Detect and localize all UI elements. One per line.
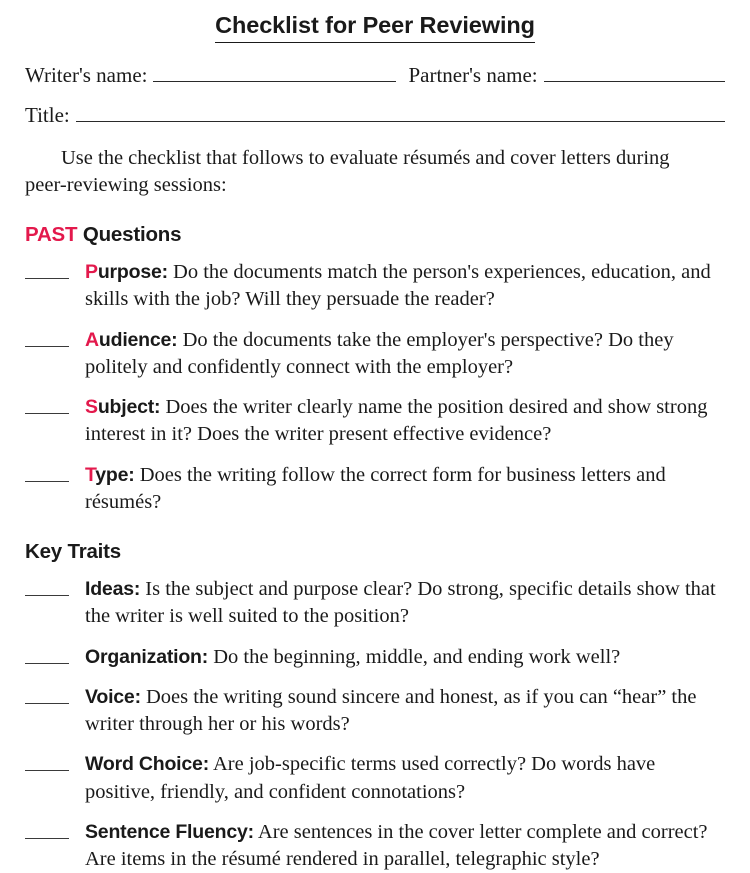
checklist-item-question: Is the subject and purpose clear? Do strong, specific details show that the writer is well suited to the position? xyxy=(85,578,716,628)
checklist-item-question: Are sentences in the cover letter complete and correct? Are items in the résumé rendered in parallel, telegraphic style? xyxy=(85,820,708,871)
checklist-item-label xyxy=(85,329,177,351)
checklist-item xyxy=(0,259,750,314)
checklist-item-label-text: Word Choice: xyxy=(85,753,209,776)
checklist-item-label xyxy=(85,646,208,668)
form-label-partner-name: Partner's name: xyxy=(408,63,538,88)
checklist-blank-input[interactable] xyxy=(25,595,69,596)
checklist-item-text xyxy=(85,684,730,739)
checklist-item xyxy=(0,394,750,449)
checklist-item-label-text: Sentence Fluency: xyxy=(85,820,254,843)
section-heading xyxy=(25,223,725,247)
form-label-title: Title: xyxy=(25,103,70,128)
section-heading xyxy=(25,540,725,564)
checklist-item-label-accent: A xyxy=(85,328,99,351)
checklist-item-label xyxy=(85,821,254,843)
partner-name-input[interactable] xyxy=(544,81,725,82)
checklist-item xyxy=(0,644,750,671)
checklist-item-label-text: ype: xyxy=(95,463,135,486)
intro-paragraph: Use the checklist that follows to evaluate résumés and cover letters during peer-reviewing sessions: xyxy=(25,147,670,197)
checklist-item-text xyxy=(85,259,730,314)
title-input[interactable] xyxy=(76,121,725,122)
checklist-item-text xyxy=(85,327,730,382)
checklist-blank-input[interactable] xyxy=(25,278,69,279)
checklist-item-label xyxy=(85,464,135,486)
checklist-item-text xyxy=(85,462,730,517)
checklist-item-text xyxy=(85,394,730,449)
checklist-item-text xyxy=(85,819,730,873)
section-heading-accent: PAST xyxy=(25,223,78,247)
checklist xyxy=(0,576,750,873)
checklist-item xyxy=(0,684,750,739)
checklist-item-question: Do the documents take the employer's perspective? Do they politely and confidently connect with the employer? xyxy=(85,328,674,378)
checklist-item-text xyxy=(85,644,730,671)
checklist-item-text xyxy=(85,576,730,631)
checklist-item-label-text: udience: xyxy=(98,328,178,351)
checklist-blank-input[interactable] xyxy=(25,346,69,347)
checklist-item-label xyxy=(85,578,140,600)
checklist-item-label-accent: P xyxy=(85,261,98,284)
page-title: Checklist for Peer Reviewing xyxy=(215,12,535,43)
writer-name-input[interactable] xyxy=(153,81,396,82)
checklist-item-question: Are job-specific terms used correctly? Do words have positive, friendly, and confident connotations? xyxy=(85,753,656,803)
checklist-item-label xyxy=(85,396,160,418)
page-title-container xyxy=(0,0,750,43)
checklist-blank-input[interactable] xyxy=(25,481,69,482)
checklist xyxy=(0,259,750,516)
checklist-item-question: Do the documents match the person's experiences, education, and skills with the job? Will they persuade the reader? xyxy=(85,261,711,311)
checklist-item xyxy=(0,819,750,873)
checklist-item-question: Does the writer clearly name the position desired and show strong interest in it? Does the writer present effective evidence? xyxy=(85,396,708,446)
checklist-item-label-text: ubject: xyxy=(97,396,161,419)
checklist-item-label-accent: S xyxy=(85,396,98,419)
checklist-item-label-accent: T xyxy=(85,463,96,486)
form-row xyxy=(25,65,725,86)
form-label-writer-name: Writer's name: xyxy=(25,63,148,88)
checklist-item-label-text: Voice: xyxy=(85,685,141,708)
checklist-blank-input[interactable] xyxy=(25,413,69,414)
checklist-item-question: Do the beginning, middle, and ending work well? xyxy=(208,645,621,668)
checklist-item-label-text: urpose: xyxy=(97,261,168,284)
checklist-blank-input[interactable] xyxy=(25,838,69,839)
sections-container xyxy=(0,223,750,873)
form-row xyxy=(25,105,725,126)
checklist-blank-input[interactable] xyxy=(25,770,69,771)
checklist-item-question: Does the writing sound sincere and honest, as if you can “hear” the writer through her or his words? xyxy=(85,685,697,736)
checklist-item xyxy=(0,462,750,517)
checklist-item-label xyxy=(85,261,168,283)
checklist-item-label xyxy=(85,753,209,775)
checklist-item xyxy=(0,576,750,631)
checklist-item xyxy=(0,327,750,382)
checklist-item-question: Does the writing follow the correct form for business letters and résumés? xyxy=(85,463,666,513)
checklist-blank-input[interactable] xyxy=(25,663,69,664)
checklist-item-text xyxy=(85,751,730,806)
section-heading-text: Key Traits xyxy=(25,540,121,564)
checklist-blank-input[interactable] xyxy=(25,703,69,704)
checklist-item-label xyxy=(85,686,141,708)
checklist-item-label-text: Organization: xyxy=(85,645,209,668)
form-fields xyxy=(0,65,750,126)
checklist-item-label-text: Ideas: xyxy=(85,578,141,601)
checklist-item xyxy=(0,751,750,806)
section-heading-text: Questions xyxy=(77,223,182,247)
